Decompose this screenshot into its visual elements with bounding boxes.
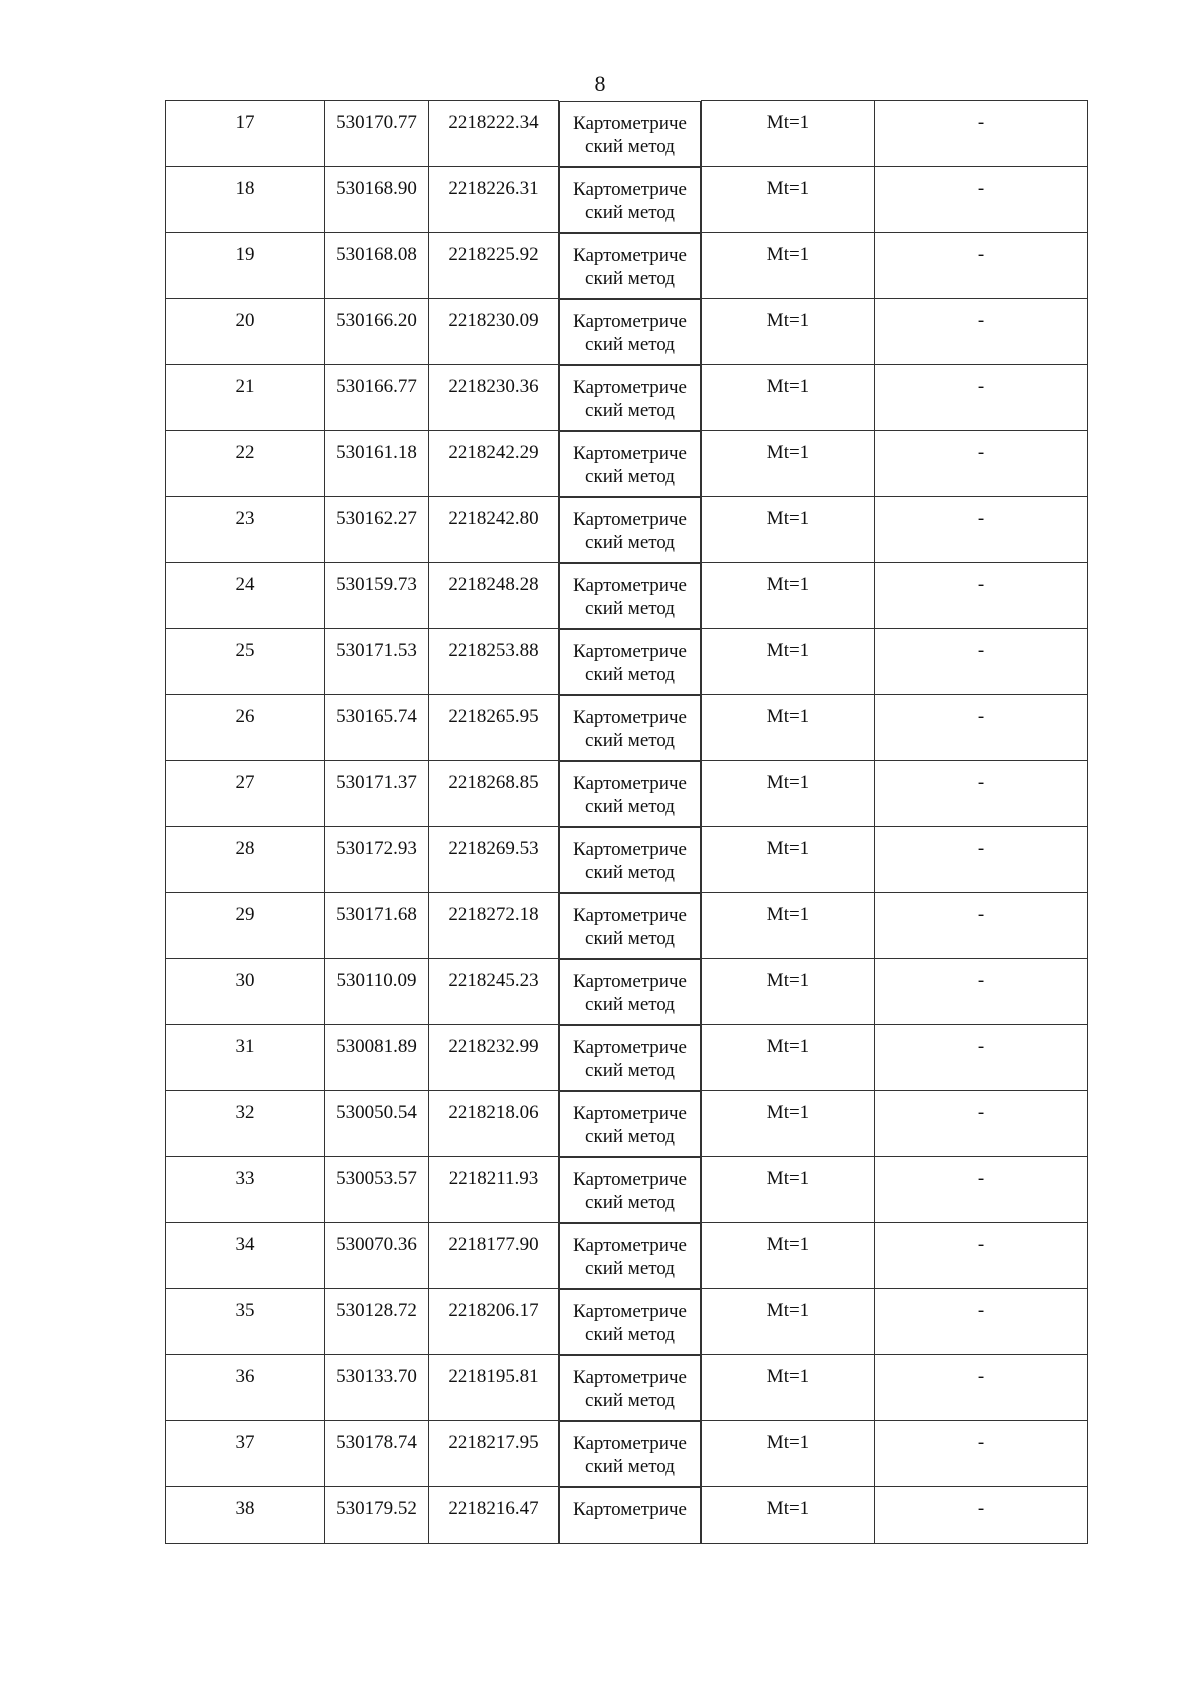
note-cell: - [875,1421,1088,1487]
coordinate-y-cell: 2218177.90 [429,1223,559,1289]
coordinate-x-cell: 530178.74 [325,1421,429,1487]
coordinate-y-cell: 2218242.29 [429,431,559,497]
note-cell: - [875,695,1088,761]
note-cell: - [875,1091,1088,1157]
method-cell: Картометриче ский метод [559,1355,701,1421]
method-cell: Картометриче ский метод [559,1091,701,1157]
coordinate-x-cell: 530168.08 [325,233,429,299]
method-cell: Картометриче ский метод [559,761,701,827]
accuracy-cell: Mt=1 [702,695,875,761]
coordinate-x-cell: 530133.70 [325,1355,429,1421]
accuracy-cell: Mt=1 [702,1223,875,1289]
method-cell: Картометриче [559,1487,701,1544]
point-number-cell: 21 [166,365,325,431]
method-cell: Картометриче ский метод [559,1421,701,1487]
coordinate-y-cell: 2218195.81 [429,1355,559,1421]
method-cell: Картометриче ский метод [559,629,701,695]
point-number-cell: 36 [166,1355,325,1421]
note-cell: - [875,893,1088,959]
note-cell: - [875,827,1088,893]
method-cell: Картометриче ский метод [559,431,701,497]
method-cell: Картометриче ский метод [559,695,701,761]
note-cell: - [875,299,1088,365]
coordinate-y-cell: 2218216.47 [429,1487,559,1544]
table-row [166,365,1088,431]
table-row [166,827,1088,893]
accuracy-cell: Mt=1 [702,827,875,893]
coordinate-x-cell: 530159.73 [325,563,429,629]
coordinates-table [165,100,1088,1544]
accuracy-cell: Mt=1 [702,365,875,431]
accuracy-cell: Mt=1 [702,1157,875,1223]
table-row [166,167,1088,233]
table-row [166,1223,1088,1289]
accuracy-cell: Mt=1 [702,1355,875,1421]
note-cell: - [875,101,1088,167]
accuracy-cell: Mt=1 [702,101,875,167]
method-cell: Картометриче ский метод [559,365,701,431]
point-number-cell: 17 [166,101,325,167]
method-cell: Картометриче ский метод [559,893,701,959]
method-cell: Картометриче ский метод [559,1223,701,1289]
method-cell: Картометриче ский метод [559,299,701,365]
table-row [166,497,1088,563]
point-number-cell: 35 [166,1289,325,1355]
table-row [166,959,1088,1025]
note-cell: - [875,1355,1088,1421]
coordinate-x-cell: 530179.52 [325,1487,429,1544]
coordinate-x-cell: 530081.89 [325,1025,429,1091]
coordinate-x-cell: 530172.93 [325,827,429,893]
coordinate-y-cell: 2218268.85 [429,761,559,827]
table-row [166,761,1088,827]
coordinate-y-cell: 2218269.53 [429,827,559,893]
note-cell: - [875,1157,1088,1223]
point-number-cell: 19 [166,233,325,299]
accuracy-cell: Mt=1 [702,167,875,233]
coordinate-x-cell: 530168.90 [325,167,429,233]
accuracy-cell: Mt=1 [702,497,875,563]
point-number-cell: 30 [166,959,325,1025]
table-row [166,1025,1088,1091]
table-row [166,1157,1088,1223]
coordinate-x-cell: 530165.74 [325,695,429,761]
point-number-cell: 24 [166,563,325,629]
note-cell: - [875,1223,1088,1289]
coordinates-table-body [166,101,1088,1544]
note-cell: - [875,1487,1088,1544]
note-cell: - [875,1025,1088,1091]
coordinate-x-cell: 530171.37 [325,761,429,827]
coordinate-y-cell: 2218232.99 [429,1025,559,1091]
coordinate-y-cell: 2218265.95 [429,695,559,761]
point-number-cell: 37 [166,1421,325,1487]
point-number-cell: 34 [166,1223,325,1289]
table-row [166,563,1088,629]
point-number-cell: 27 [166,761,325,827]
note-cell: - [875,959,1088,1025]
note-cell: - [875,365,1088,431]
coordinate-y-cell: 2218211.93 [429,1157,559,1223]
method-cell: Картометриче ский метод [559,827,701,893]
coordinate-y-cell: 2218245.23 [429,959,559,1025]
table-row [166,233,1088,299]
coordinate-x-cell: 530171.68 [325,893,429,959]
table-row [166,1487,1088,1544]
table-row [166,1091,1088,1157]
coordinate-x-cell: 530070.36 [325,1223,429,1289]
page-number: 8 [594,71,606,96]
coordinate-y-cell: 2218222.34 [429,101,559,167]
point-number-cell: 29 [166,893,325,959]
method-cell: Картометриче ский метод [559,563,701,629]
accuracy-cell: Mt=1 [702,299,875,365]
table-row [166,1289,1088,1355]
note-cell: - [875,431,1088,497]
note-cell: - [875,167,1088,233]
accuracy-cell: Mt=1 [702,431,875,497]
coordinate-y-cell: 2218242.80 [429,497,559,563]
coordinate-y-cell: 2218230.09 [429,299,559,365]
accuracy-cell: Mt=1 [702,893,875,959]
coordinate-x-cell: 530166.77 [325,365,429,431]
coordinate-x-cell: 530110.09 [325,959,429,1025]
accuracy-cell: Mt=1 [702,959,875,1025]
point-number-cell: 26 [166,695,325,761]
accuracy-cell: Mt=1 [702,1025,875,1091]
point-number-cell: 38 [166,1487,325,1544]
coordinate-y-cell: 2218218.06 [429,1091,559,1157]
point-number-cell: 28 [166,827,325,893]
coordinate-y-cell: 2218225.92 [429,233,559,299]
method-cell: Картометриче ский метод [559,167,701,233]
method-cell: Картометриче ский метод [559,959,701,1025]
table-row [166,629,1088,695]
method-cell: Картометриче ский метод [559,497,701,563]
table-row [166,1421,1088,1487]
table-row [166,893,1088,959]
note-cell: - [875,1289,1088,1355]
table-row [166,299,1088,365]
table-row [166,695,1088,761]
note-cell: - [875,761,1088,827]
method-cell: Картометриче ский метод [559,1157,701,1223]
point-number-cell: 22 [166,431,325,497]
point-number-cell: 20 [166,299,325,365]
coordinate-x-cell: 530166.20 [325,299,429,365]
table-row [166,1355,1088,1421]
point-number-cell: 23 [166,497,325,563]
method-cell: Картометриче ский метод [559,101,701,167]
point-number-cell: 31 [166,1025,325,1091]
accuracy-cell: Mt=1 [702,1091,875,1157]
method-cell: Картометриче ский метод [559,1025,701,1091]
accuracy-cell: Mt=1 [702,1289,875,1355]
coordinate-x-cell: 530053.57 [325,1157,429,1223]
point-number-cell: 18 [166,167,325,233]
note-cell: - [875,233,1088,299]
point-number-cell: 32 [166,1091,325,1157]
point-number-cell: 33 [166,1157,325,1223]
table-row [166,101,1088,167]
note-cell: - [875,563,1088,629]
point-number-cell: 25 [166,629,325,695]
coordinate-y-cell: 2218217.95 [429,1421,559,1487]
coordinate-x-cell: 530170.77 [325,101,429,167]
accuracy-cell: Mt=1 [702,761,875,827]
coordinate-y-cell: 2218206.17 [429,1289,559,1355]
coordinate-x-cell: 530161.18 [325,431,429,497]
method-cell: Картометриче ский метод [559,1289,701,1355]
coordinate-y-cell: 2218226.31 [429,167,559,233]
coordinate-x-cell: 530128.72 [325,1289,429,1355]
method-cell: Картометриче ский метод [559,233,701,299]
coordinate-y-cell: 2218230.36 [429,365,559,431]
accuracy-cell: Mt=1 [702,1487,875,1544]
table-row [166,431,1088,497]
coordinate-x-cell: 530171.53 [325,629,429,695]
accuracy-cell: Mt=1 [702,563,875,629]
note-cell: - [875,629,1088,695]
accuracy-cell: Mt=1 [702,1421,875,1487]
note-cell: - [875,497,1088,563]
accuracy-cell: Mt=1 [702,233,875,299]
coordinate-y-cell: 2218253.88 [429,629,559,695]
coordinate-x-cell: 530162.27 [325,497,429,563]
coordinate-y-cell: 2218248.28 [429,563,559,629]
coordinate-x-cell: 530050.54 [325,1091,429,1157]
coordinate-y-cell: 2218272.18 [429,893,559,959]
accuracy-cell: Mt=1 [702,629,875,695]
